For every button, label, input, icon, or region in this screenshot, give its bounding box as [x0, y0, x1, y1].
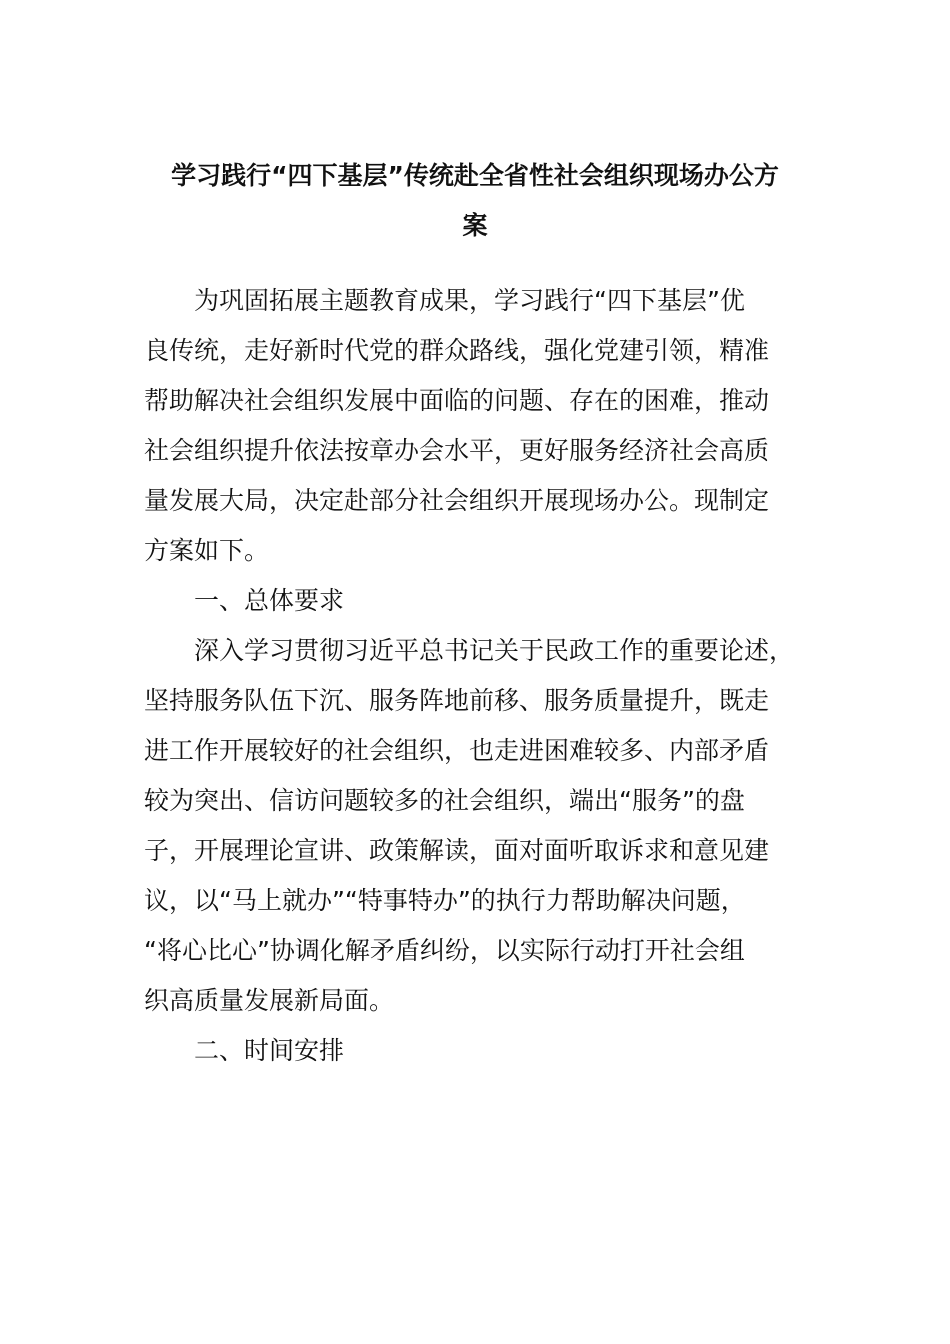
- paragraph-2-line-5: 子，开展理论宣讲、政策解读，面对面听取诉求和意见建: [144, 836, 770, 865]
- paragraph-2-line-6: 议，以“马上就办”“特事特办”的执行力帮助解决问题，: [144, 886, 746, 915]
- paragraph-1-line-3: 帮助解决社会组织发展中面临的问题、存在的困难，推动: [144, 386, 770, 415]
- document-title-line-1: 学习践行“四下基层”传统赴全省性社会组织现场办公方: [171, 161, 779, 190]
- paragraph-2-line-4: 较为突出、信访问题较多的社会组织，端出“服务”的盘: [144, 786, 745, 815]
- paragraph-2-line-7: “将心比心”协调化解矛盾纠纷，以实际行动打开社会组: [144, 936, 745, 965]
- section-heading-1: 一、总体要求: [194, 586, 345, 615]
- paragraph-1-line-4: 社会组织提升依法按章办会水平，更好服务经济社会高质: [144, 436, 770, 465]
- section-heading-2: 二、时间安排: [194, 1036, 345, 1065]
- paragraph-2-line-3: 进工作开展较好的社会组织，也走进困难较多、内部矛盾: [144, 736, 770, 765]
- paragraph-2-line-8: 织高质量发展新局面。: [144, 986, 395, 1015]
- paragraph-1-line-5: 量发展大局，决定赴部分社会组织开展现场办公。现制定: [144, 486, 770, 515]
- document-title-line-2: 案: [462, 211, 488, 240]
- paragraph-2-line-2: 坚持服务队伍下沉、服务阵地前移、服务质量提升，既走: [144, 686, 770, 715]
- paragraph-1-line-2: 良传统，走好新时代党的群众路线，强化党建引领，精准: [144, 336, 770, 365]
- paragraph-1-line-6: 方案如下。: [144, 536, 270, 565]
- paragraph-2-line-1: 深入学习贯彻习近平总书记关于民政工作的重要论述，: [194, 636, 795, 665]
- paragraph-1-line-1: 为巩固拓展主题教育成果，学习践行“四下基层”优: [194, 286, 745, 315]
